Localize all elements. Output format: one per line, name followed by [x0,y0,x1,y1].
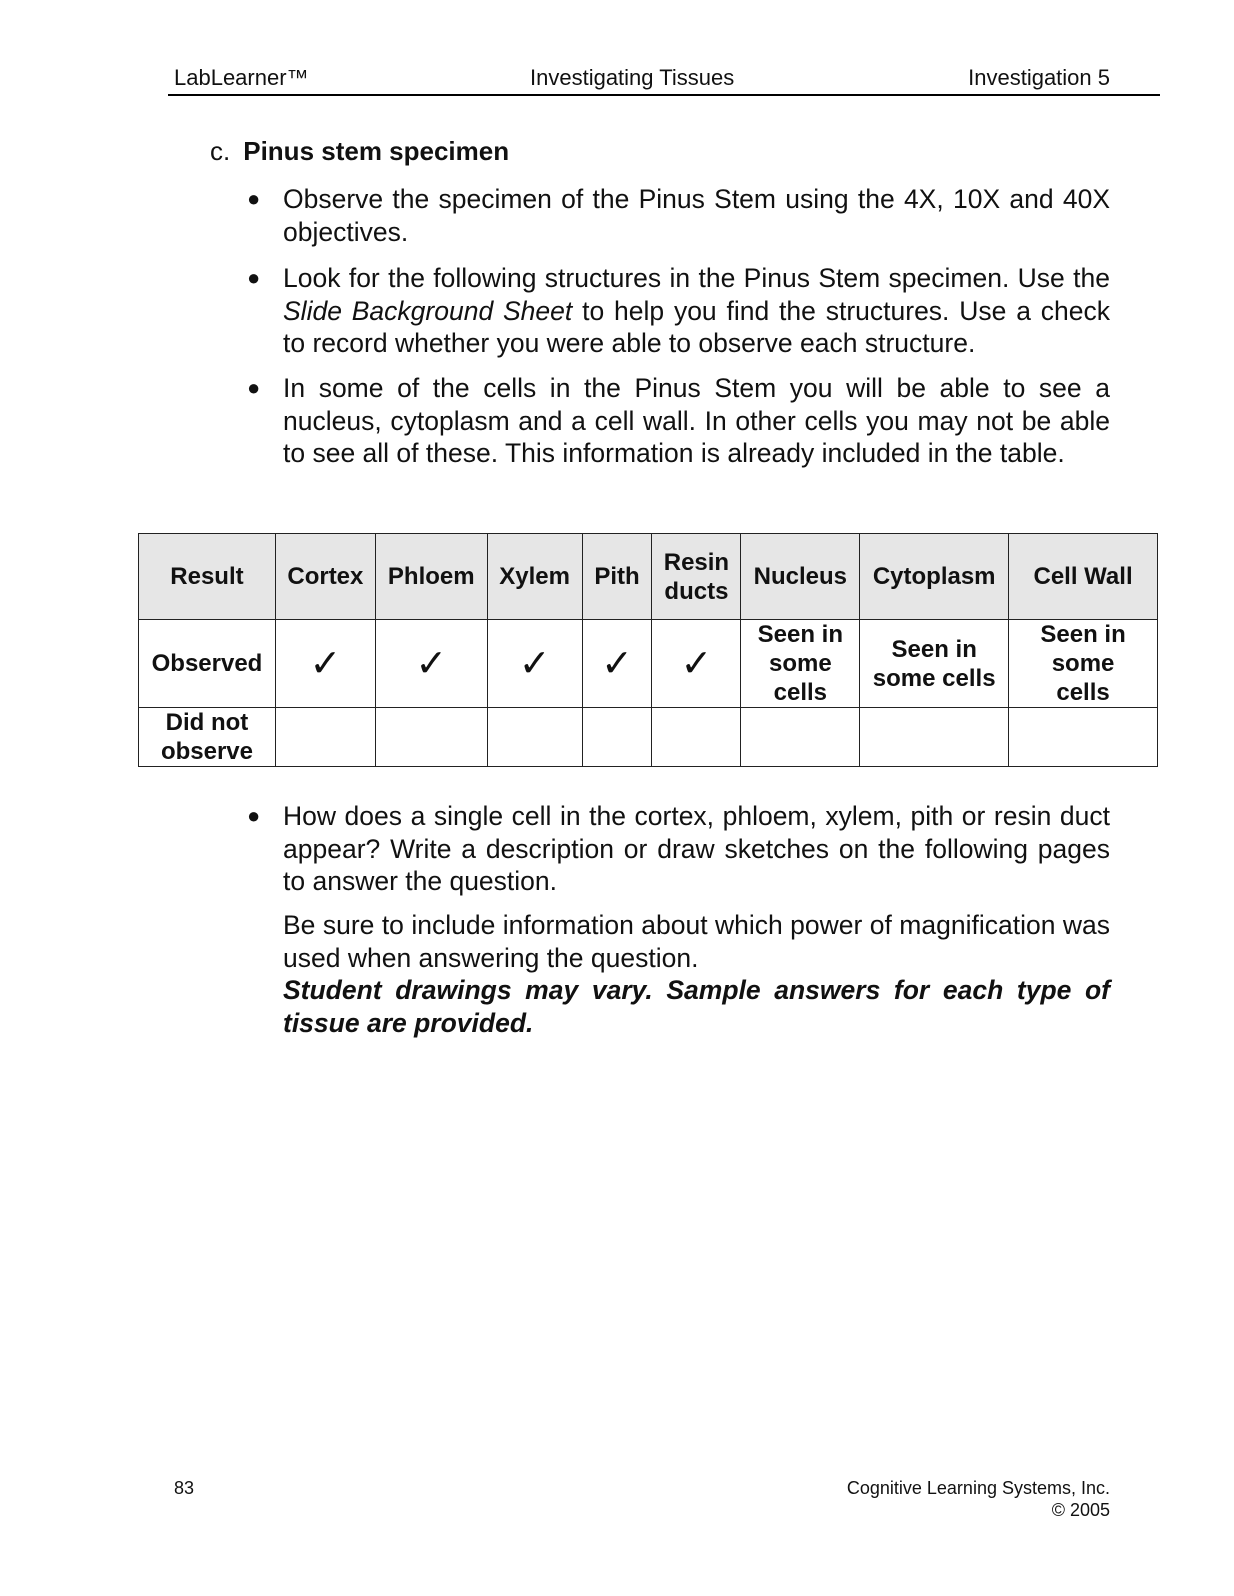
table-header-cell: Cortex [275,534,375,620]
section-title: Pinus stem specimen [243,136,510,166]
table-header-cell: Cell Wall [1009,534,1158,620]
table-cell [1009,708,1158,767]
paragraph-text: Be sure to include information about which power of magnification was used when answering the question. [283,910,1110,973]
bullet-italic-text: Slide Background Sheet [283,295,573,326]
bullet-text: In some of the cells in the Pinus Stem you will be able to see a nucleus, cytoplasm and a cell wall. In other cells you may not be able to see all of these. This information is already included in the table. [283,373,1110,468]
table-header-cell: Pith [582,534,652,620]
header-investigation: Investigation 5 [968,65,1110,90]
table-cell [487,708,582,767]
observation-table [138,533,1158,767]
table-cell: Seen in some cells [741,620,860,708]
table-header-cell: Result [139,534,276,620]
bullet-text: Look for the following structures in the Pinus Stem specimen. Use the [283,263,1110,293]
page-footer [847,1477,1110,1521]
table-header-row [139,534,1158,620]
copyright: © 2005 [1051,1500,1110,1520]
bullet-dot-icon: ● [247,803,261,828]
page-number: 83 [174,1478,195,1498]
table-header-cell: Resin ducts [652,534,741,620]
bullet-item [247,262,1110,360]
table-header-cell: Nucleus [741,534,860,620]
check-mark-icon: ✓ [375,620,487,708]
row-label: Observed [139,620,276,708]
bullet-text: How does a single cell in the cortex, phloem, xylem, pith or resin duct appear? Write a description or draw sketches on the following pages to answer the question. [283,801,1110,896]
bullet-item [247,372,1110,470]
table-cell: Seen in some cells [860,620,1009,708]
check-mark-icon: ✓ [582,620,652,708]
table-row [139,708,1158,767]
table-cell [375,708,487,767]
table-cell: Seen in some cells [1009,620,1158,708]
table-header-cell: Xylem [487,534,582,620]
table-cell [860,708,1009,767]
bullet-item [247,183,1110,248]
section-letter: c. [210,136,231,166]
table-header-cell: Phloem [375,534,487,620]
check-mark-icon: ✓ [275,620,375,708]
page-header [168,64,1160,96]
table-header-cell: Cytoplasm [860,534,1009,620]
row-label: Did not observe [139,708,276,767]
answer-note: Student drawings may vary. Sample answers for each type of tissue are provided. [283,975,1110,1038]
table-row [139,620,1158,708]
bullet-dot-icon: ● [247,375,261,400]
section-heading [210,136,509,167]
table-cell [275,708,375,767]
check-mark-icon: ✓ [487,620,582,708]
bullet-dot-icon: ● [247,265,261,290]
check-mark-icon: ✓ [652,620,741,708]
header-brand: LabLearner™ [174,65,309,90]
table-cell [582,708,652,767]
bullet-text: Observe the specimen of the Pinus Stem using the 4X, 10X and 40X objectives. [283,184,1110,247]
bullet-text: to help you find the structures. Use a check to record whether you were able to observe each structure. [283,295,1110,358]
instruction-paragraph [283,909,1110,1039]
publisher: Cognitive Learning Systems, Inc. [846,1478,1110,1498]
bullet-item [247,800,1110,898]
table-cell [652,708,741,767]
header-title: Investigating Tissues [530,65,735,90]
table-cell [741,708,860,767]
bullet-dot-icon: ● [247,186,261,211]
